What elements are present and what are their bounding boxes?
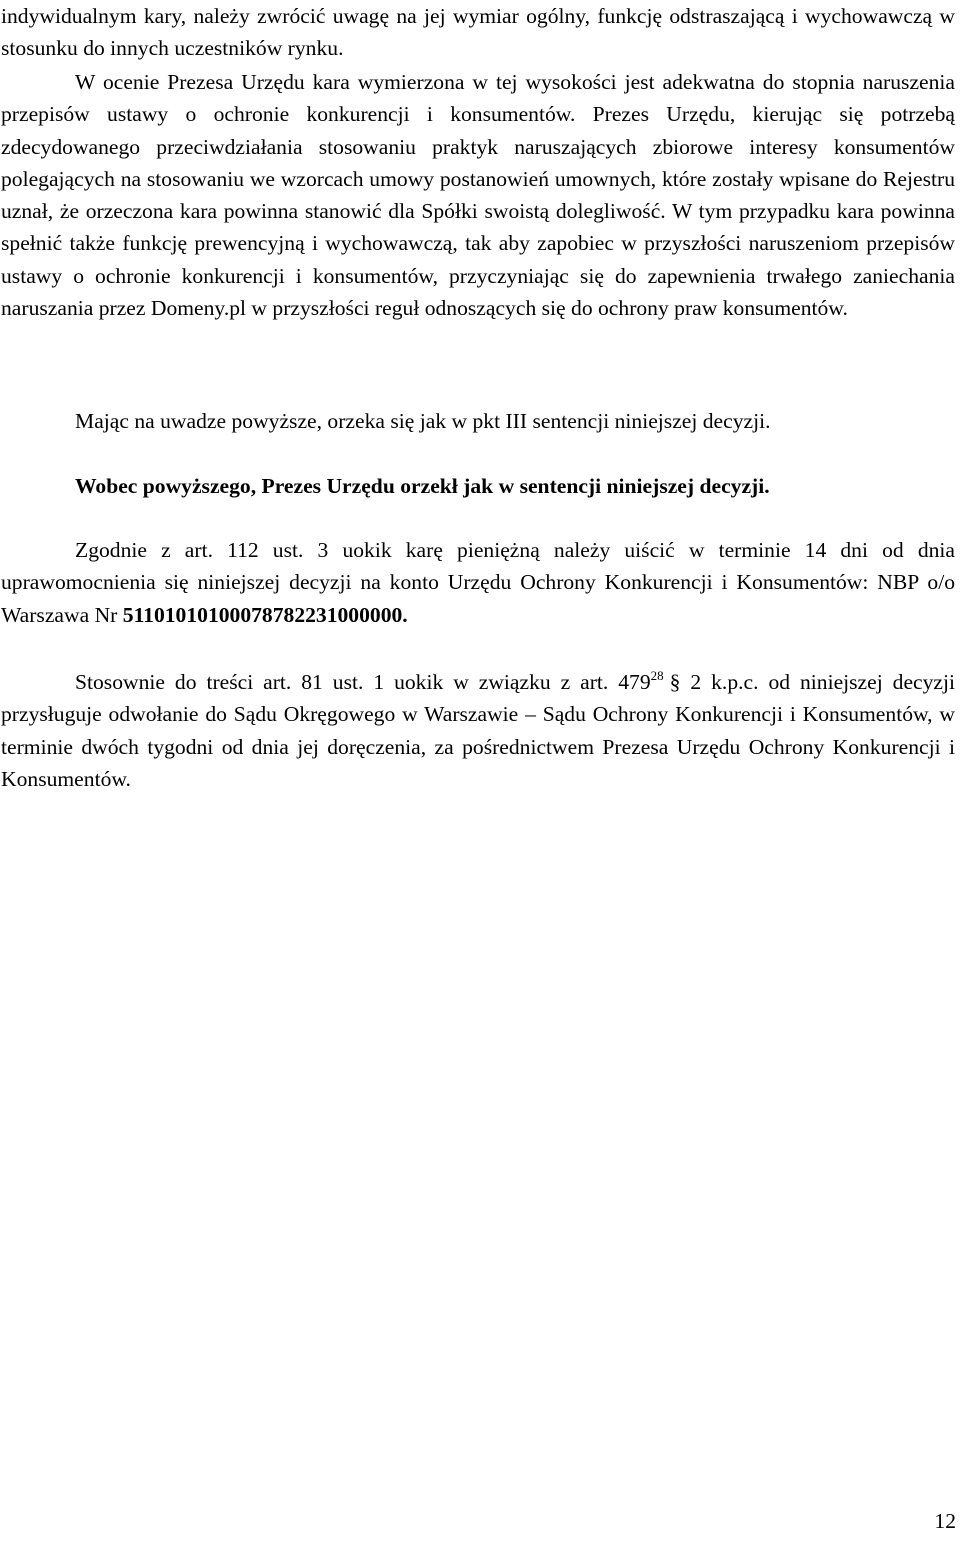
paragraph-payment-instructions xyxy=(1,534,955,631)
bank-account-number: 51101010100078782231000000. xyxy=(122,602,408,627)
appeal-text-start: Stosownie do treści art. 81 ust. 1 uokik w związku z art. 479 xyxy=(75,670,651,694)
appeal-text-end: 2 k.p.c. od niniejszej decyzji przysługuje odwołanie do Sądu Okręgowego w Warszawie – Sądu Ochrony Konkurencji i Konsumentów, w terminie dwóch tygodni od dnia jej doręczenia, za pośrednictwem Prezesa Urzędu Ochrony Konkurencji i Konsumentów. xyxy=(1,670,956,791)
section-sign: § xyxy=(669,670,681,694)
paragraph-appeal-instructions xyxy=(1,666,955,795)
paragraph-penalty-functions: indywidualnym kary, należy zwrócić uwagę na jej wymiar ogólny, funkcję odstraszającą i wychowawczą w stosunku do innych uczestników rynku. xyxy=(1,4,955,61)
paragraph-president-ruling: Wobec powyższego, Prezes Urzędu orzekł jak w sentencji niniejszej decyzji. xyxy=(75,474,770,498)
paragraph-penalty-assessment: W ocenie Prezesa Urzędu kara wymierzona w tej wysokości jest adekwatna do stopnia naruszenia przepisów ustawy o ochronie konkurencji i konsumentów. Prezes Urzędu, kierując się potrzebą zdecydowanego przeciwdziałania stosowaniu praktyk naruszających zbiorowe interesy konsumentów polegających na stosowaniu we wzorcach umowy postanowień umownych, które zostały wpisane do Rejestru uznał, że orzeczona kara powinna stanowić dla Spółki swoistą dolegliwość. W tym przypadku kara powinna spełnić także funkcję prewencyjną i wychowawczą, tak aby zapobiec w przyszłości naruszeniom przepisów ustawy o ochronie konkurencji i konsumentów, przyczyniając się do zapewnienia trwałego zaniechania naruszania przez Domeny.pl w przyszłości reguł odnoszących się do ochrony praw konsumentów. xyxy=(1,70,955,321)
paragraph-ruling-point-iii: Mając na uwadze powyższe, orzeka się jak w pkt III sentencji niniejszej decyzji. xyxy=(75,409,771,433)
article-superscript: 28 xyxy=(650,667,664,683)
payment-instructions-text: Zgodnie z art. 112 ust. 3 uokik karę pieniężną należy uiścić w terminie 14 dni od dnia uprawomocnienia się niniejszej decyzji na konto Urzędu Ochrony Konkurencji i Konsumentów: NBP o/o Warszawa Nr xyxy=(1,538,955,627)
page-number: 12 xyxy=(934,1509,956,1533)
